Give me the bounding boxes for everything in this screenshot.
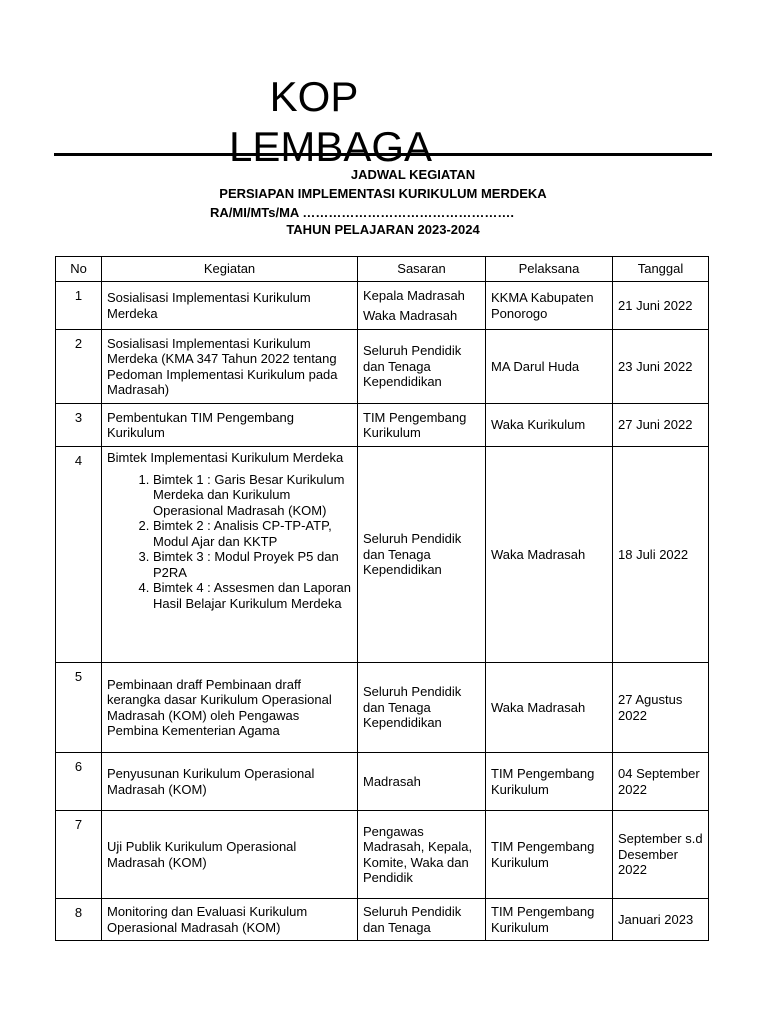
row-sasaran-item: Waka Madrasah bbox=[363, 307, 458, 323]
doc-title-line1: JADWAL KEGIATAN bbox=[350, 167, 476, 182]
row-tanggal: 27 Juni 2022 bbox=[613, 404, 709, 447]
row-tanggal: Januari 2023 bbox=[613, 899, 709, 941]
row-no: 6 bbox=[56, 753, 102, 811]
row-tanggal: 27 Agustus 2022 bbox=[613, 663, 709, 753]
row-kegiatan: Penyusunan Kurikulum Operasional Madrasah (KOM) bbox=[102, 753, 358, 811]
row-pelaksana: TIM Pengembang Kurikulum bbox=[486, 811, 613, 899]
row-pelaksana: MA Darul Huda bbox=[486, 330, 613, 404]
row-no: 1 bbox=[56, 282, 102, 330]
row-tanggal: September s.d Desember 2022 bbox=[613, 811, 709, 899]
row-sasaran: Madrasah bbox=[358, 753, 486, 811]
row-pelaksana: Waka Madrasah bbox=[486, 447, 613, 663]
table-row bbox=[56, 663, 709, 753]
table-row bbox=[56, 330, 709, 404]
row-pelaksana: TIM Pengembang Kurikulum bbox=[486, 753, 613, 811]
row-no: 3 bbox=[56, 404, 102, 447]
row-kegiatan: Sosialisasi Implementasi Kurikulum Merdeka bbox=[102, 282, 358, 330]
table-row bbox=[56, 447, 709, 663]
row-kegiatan-title: Bimtek Implementasi Kurikulum Merdeka bbox=[107, 450, 344, 465]
row-sasaran: Pengawas Madrasah, Kepala, Komite, Waka dan Pendidik bbox=[358, 811, 486, 899]
row-pelaksana: Waka Madrasah bbox=[486, 663, 613, 753]
row-sasaran: Seluruh Pendidik dan Tenaga Kependidikan bbox=[358, 330, 486, 404]
table-header-row bbox=[56, 257, 709, 282]
row-kegiatan: Pembinaan draff Pembinaan draff kerangka dasar Kurikulum Operasional Madrasah (KOM) oleh Pengawas Pembina Kementerian Agama bbox=[102, 663, 358, 753]
list-item: 3. Bimtek 3 : Modul Proyek P5 dan P2RA bbox=[153, 549, 352, 580]
row-kegiatan: Uji Publik Kurikulum Operasional Madrasah (KOM) bbox=[102, 811, 358, 899]
row-pelaksana: Waka Kurikulum bbox=[486, 404, 613, 447]
row-pelaksana: TIM Pengembang Kurikulum bbox=[486, 899, 613, 941]
col-header-kegiatan: Kegiatan bbox=[102, 257, 358, 282]
row-no: 7 bbox=[56, 811, 102, 899]
row-no: 8 bbox=[56, 899, 102, 941]
col-header-pelaksana: Pelaksana bbox=[486, 257, 613, 282]
row-sasaran: Seluruh Pendidik dan Tenaga bbox=[358, 899, 486, 941]
col-header-tanggal: Tanggal bbox=[613, 257, 709, 282]
table-row bbox=[56, 899, 709, 941]
row-kegiatan: Sosialisasi Implementasi Kurikulum Merdeka (KMA 347 Tahun 2022 tentang Pedoman Implementasi Kurikulum pada Madrasah) bbox=[102, 330, 358, 404]
table-row bbox=[56, 282, 709, 330]
schedule-table bbox=[55, 256, 709, 941]
doc-title-line3: RA/MI/MTs/MA …………………………………………. bbox=[210, 205, 515, 220]
kop-lembaga-placeholder: KOP LEMBAGA bbox=[229, 73, 433, 170]
col-header-sasaran: Sasaran bbox=[358, 257, 486, 282]
row-sasaran bbox=[358, 282, 486, 330]
doc-title-line4: TAHUN PELAJARAN 2023-2024 bbox=[286, 222, 480, 237]
table-row bbox=[56, 811, 709, 899]
row-sasaran: Seluruh Pendidik dan Tenaga Kependidikan bbox=[358, 447, 486, 663]
col-header-no: No bbox=[56, 257, 102, 282]
row-tanggal: 18 Juli 2022 bbox=[613, 447, 709, 663]
row-sasaran: Seluruh Pendidik dan Tenaga Kependidikan bbox=[358, 663, 486, 753]
row-tanggal: 23 Juni 2022 bbox=[613, 330, 709, 404]
row-kegiatan: Monitoring dan Evaluasi Kurikulum Operasional Madrasah (KOM) bbox=[102, 899, 358, 941]
row-no: 4 bbox=[56, 447, 102, 663]
row-pelaksana: KKMA Kabupaten Ponorogo bbox=[486, 282, 613, 330]
row-no: 2 bbox=[56, 330, 102, 404]
row-tanggal: 21 Juni 2022 bbox=[613, 282, 709, 330]
list-item: 1. Bimtek 1 : Garis Besar Kurikulum Merdeka dan Kurikulum Operasional Madrasah (KOM) bbox=[153, 472, 352, 519]
row-no: 5 bbox=[56, 663, 102, 753]
row-sasaran: TIM Pengembang Kurikulum bbox=[358, 404, 486, 447]
table-row bbox=[56, 753, 709, 811]
row-kegiatan bbox=[102, 447, 358, 663]
list-item: 4. Bimtek 4 : Assesmen dan Laporan Hasil Belajar Kurikulum Merdeka bbox=[153, 580, 352, 611]
list-item: 2. Bimtek 2 : Analisis CP-TP-ATP, Modul Ajar dan KKTP bbox=[153, 518, 352, 549]
doc-title-line2: PERSIAPAN IMPLEMENTASI KURIKULUM MERDEKA bbox=[219, 186, 547, 201]
row-sasaran-item: Kepala Madrasah bbox=[363, 288, 465, 303]
table-row bbox=[56, 404, 709, 447]
row-tanggal: 04 September 2022 bbox=[613, 753, 709, 811]
row-kegiatan: Pembentukan TIM Pengembang Kurikulum bbox=[102, 404, 358, 447]
bimtek-list bbox=[107, 472, 352, 612]
